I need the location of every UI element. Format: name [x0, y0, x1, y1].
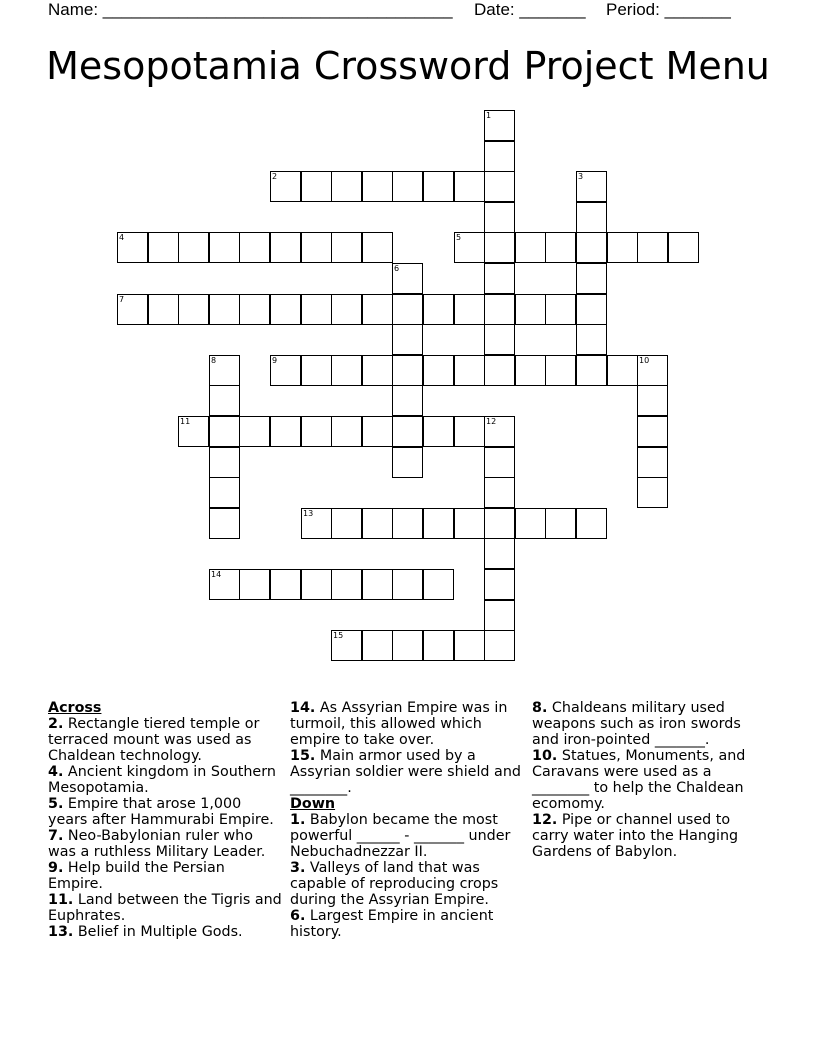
clue-down-6: [290, 908, 526, 940]
crossword-cell[interactable]: [331, 630, 362, 661]
clue-text: As Assyrian Empire was in turmoil, this allowed which empire to take over.: [290, 700, 508, 748]
crossword-cell[interactable]: [392, 416, 423, 447]
crossword-cell[interactable]: [239, 416, 270, 447]
crossword-cell[interactable]: [392, 171, 423, 202]
crossword-cell[interactable]: [117, 294, 148, 325]
clue-text: Empire that arose 1,000 years after Hammurabi Empire.: [48, 796, 274, 828]
crossword-cell[interactable]: [209, 416, 240, 447]
crossword-cell[interactable]: [484, 110, 515, 141]
crossword-cell[interactable]: [148, 232, 179, 263]
cell-number: 15: [333, 631, 344, 640]
name-field[interactable]: Name: _____________________________________: [48, 0, 453, 19]
cell-number: 11: [180, 417, 191, 426]
date-field[interactable]: Date: _______: [474, 0, 586, 19]
crossword-cell[interactable]: [484, 630, 515, 661]
crossword-cell[interactable]: [392, 324, 423, 355]
crossword-cell[interactable]: [270, 294, 301, 325]
crossword-cell[interactable]: [423, 569, 454, 600]
crossword-cell[interactable]: [301, 416, 332, 447]
crossword-cell[interactable]: [362, 355, 393, 386]
clue-across-9: [48, 860, 284, 892]
crossword-cell[interactable]: [178, 416, 209, 447]
clue-across-4: [48, 764, 284, 796]
crossword-cell[interactable]: [362, 416, 393, 447]
clue-across-7: [48, 828, 284, 860]
crossword-cell[interactable]: [331, 569, 362, 600]
crossword-cell[interactable]: [515, 355, 546, 386]
crossword-cell[interactable]: [607, 232, 638, 263]
clue-across-2: [48, 716, 284, 764]
clue-text: Chaldeans military used weapons such as iron swords and iron-pointed _______.: [532, 700, 741, 748]
crossword-cell[interactable]: [239, 232, 270, 263]
crossword-cell[interactable]: [576, 294, 607, 325]
clue-number: 7.: [48, 828, 64, 844]
crossword-cell[interactable]: [362, 569, 393, 600]
crossword-cell[interactable]: [117, 232, 148, 263]
clue-number: 10.: [532, 748, 558, 764]
crossword-cell[interactable]: [392, 385, 423, 416]
crossword-cell[interactable]: [484, 538, 515, 569]
crossword-cell[interactable]: [423, 294, 454, 325]
crossword-cell[interactable]: [637, 416, 668, 447]
crossword-cell[interactable]: [392, 294, 423, 325]
clue-down-1: [290, 812, 526, 860]
clue-number: 12.: [532, 812, 558, 828]
crossword-cell[interactable]: [576, 324, 607, 355]
crossword-cell[interactable]: [545, 508, 576, 539]
crossword-cell[interactable]: [423, 355, 454, 386]
crossword-cell[interactable]: [209, 447, 240, 478]
cell-number: 10: [639, 356, 650, 365]
period-field[interactable]: Period: _______: [606, 0, 731, 19]
crossword-cell[interactable]: [515, 508, 546, 539]
clue-text: Babylon became the most powerful ______ - _______ under Nebuchadnezzar II.: [290, 812, 511, 860]
crossword-cell[interactable]: [484, 202, 515, 233]
crossword-cell[interactable]: [392, 630, 423, 661]
clue-number: 13.: [48, 924, 74, 940]
crossword-cell[interactable]: [576, 508, 607, 539]
cell-number: 4: [119, 233, 125, 242]
crossword-cell[interactable]: [484, 600, 515, 631]
clue-across-5: [48, 796, 284, 828]
crossword-cell[interactable]: [148, 294, 179, 325]
crossword-cell[interactable]: [331, 508, 362, 539]
crossword-cell[interactable]: [270, 232, 301, 263]
crossword-cell[interactable]: [301, 171, 332, 202]
crossword-cell[interactable]: [362, 232, 393, 263]
crossword-cell[interactable]: [484, 447, 515, 478]
crossword-cell[interactable]: [362, 630, 393, 661]
crossword-cell[interactable]: [209, 508, 240, 539]
crossword-cell[interactable]: [423, 416, 454, 447]
clue-text: Valleys of land that was capable of reproducing crops during the Assyrian Empire.: [290, 860, 499, 908]
crossword-cell[interactable]: [239, 294, 270, 325]
crossword-cell[interactable]: [668, 232, 699, 263]
clue-number: 9.: [48, 860, 64, 876]
crossword-cell[interactable]: [484, 416, 515, 447]
crossword-cell[interactable]: [301, 232, 332, 263]
crossword-cell[interactable]: [301, 355, 332, 386]
cell-number: 8: [211, 356, 217, 365]
crossword-cell[interactable]: [545, 294, 576, 325]
crossword-cell[interactable]: [637, 477, 668, 508]
crossword-cell[interactable]: [454, 630, 485, 661]
crossword-cell[interactable]: [331, 232, 362, 263]
crossword-cell[interactable]: [423, 630, 454, 661]
clue-number: 5.: [48, 796, 64, 812]
crossword-cell[interactable]: [454, 355, 485, 386]
crossword-cell[interactable]: [270, 416, 301, 447]
clue-down-10: [532, 748, 768, 812]
crossword-cell[interactable]: [454, 294, 485, 325]
clue-across-14: [290, 700, 526, 748]
crossword-cell[interactable]: [454, 171, 485, 202]
clue-number: 15.: [290, 748, 316, 764]
crossword-cell[interactable]: [545, 355, 576, 386]
clue-text: Largest Empire in ancient history.: [290, 908, 494, 940]
crossword-cell[interactable]: [637, 447, 668, 478]
crossword-cell[interactable]: [484, 324, 515, 355]
crossword-cell[interactable]: [270, 355, 301, 386]
crossword-cell[interactable]: [515, 232, 546, 263]
crossword-cell[interactable]: [209, 232, 240, 263]
clue-number: 3.: [290, 860, 306, 876]
cell-number: 1: [486, 111, 492, 120]
clues-column-1: [48, 700, 284, 940]
crossword-cell[interactable]: [484, 141, 515, 172]
down-heading: Down: [290, 796, 336, 812]
crossword-cell[interactable]: [331, 171, 362, 202]
crossword-cell[interactable]: [178, 294, 209, 325]
crossword-cell[interactable]: [301, 508, 332, 539]
crossword-cell[interactable]: [484, 171, 515, 202]
clue-down-8: [532, 700, 768, 748]
clue-number: 14.: [290, 700, 316, 716]
page-title: Mesopotamia Crossword Project Menu: [46, 44, 770, 88]
crossword-cell[interactable]: [209, 569, 240, 600]
crossword-cell[interactable]: [392, 263, 423, 294]
crossword-cell[interactable]: [484, 263, 515, 294]
crossword-cell[interactable]: [515, 294, 546, 325]
crossword-cell[interactable]: [423, 171, 454, 202]
crossword-cell[interactable]: [576, 202, 607, 233]
clue-number: 2.: [48, 716, 64, 732]
across-heading: Across: [48, 700, 102, 716]
cell-number: 6: [394, 264, 400, 273]
crossword-cell[interactable]: [209, 385, 240, 416]
crossword-cell[interactable]: [209, 477, 240, 508]
clue-number: 11.: [48, 892, 74, 908]
clue-text: Help build the Persian Empire.: [48, 860, 225, 892]
clues-column-2: [290, 700, 526, 940]
crossword-cell[interactable]: [484, 294, 515, 325]
crossword-cell[interactable]: [209, 294, 240, 325]
crossword-cell[interactable]: [270, 171, 301, 202]
crossword-cell[interactable]: [454, 508, 485, 539]
crossword-cell[interactable]: [362, 508, 393, 539]
crossword-cell[interactable]: [362, 171, 393, 202]
clue-number: 1.: [290, 812, 306, 828]
crossword-cell[interactable]: [239, 569, 270, 600]
crossword-cell[interactable]: [331, 294, 362, 325]
clue-text: Rectangle tiered temple or terraced mount was used as Chaldean technology.: [48, 716, 260, 764]
clue-text: Pipe or channel used to carry water into the Hanging Gardens of Babylon.: [532, 812, 739, 860]
clue-number: 6.: [290, 908, 306, 924]
crossword-cell[interactable]: [484, 232, 515, 263]
crossword-cell[interactable]: [637, 355, 668, 386]
crossword-cell[interactable]: [331, 355, 362, 386]
crossword-cell[interactable]: [484, 355, 515, 386]
crossword-cell[interactable]: [454, 416, 485, 447]
cell-number: 3: [578, 172, 584, 181]
crossword-cell[interactable]: [270, 569, 301, 600]
clues-column-3: [532, 700, 768, 860]
clue-text: Neo-Babylonian ruler who was a ruthless Military Leader.: [48, 828, 266, 860]
clue-down-12: [532, 812, 768, 860]
cell-number: 13: [303, 509, 314, 518]
crossword-cell[interactable]: [484, 569, 515, 600]
cell-number: 9: [272, 356, 278, 365]
clue-text: Ancient kingdom in Southern Mesopotamia.: [48, 764, 276, 796]
clue-text: Statues, Monuments, and Caravans were used as a ________ to help the Chaldean ecomomy.: [532, 748, 746, 812]
crossword-cell[interactable]: [392, 355, 423, 386]
crossword-cell[interactable]: [484, 508, 515, 539]
clue-number: 8.: [532, 700, 548, 716]
crossword-cell[interactable]: [178, 232, 209, 263]
crossword-cell[interactable]: [637, 232, 668, 263]
cell-number: 5: [456, 233, 462, 242]
crossword-cell[interactable]: [392, 569, 423, 600]
clue-across-15: [290, 748, 526, 796]
crossword-cell[interactable]: [392, 447, 423, 478]
crossword-cell[interactable]: [576, 232, 607, 263]
crossword-cell[interactable]: [209, 355, 240, 386]
crossword-cell[interactable]: [607, 355, 638, 386]
crossword-cell[interactable]: [454, 232, 485, 263]
cell-number: 7: [119, 295, 125, 304]
crossword-cell[interactable]: [484, 477, 515, 508]
cell-number: 12: [486, 417, 497, 426]
crossword-cell[interactable]: [362, 294, 393, 325]
clue-across-13: [48, 924, 284, 940]
crossword-cell[interactable]: [301, 569, 332, 600]
crossword-cell[interactable]: [301, 294, 332, 325]
crossword-cell[interactable]: [576, 263, 607, 294]
crossword-cell[interactable]: [331, 416, 362, 447]
clue-text: Main armor used by a Assyrian soldier were shield and ________.: [290, 748, 521, 796]
clue-across-11: [48, 892, 284, 924]
clue-number: 4.: [48, 764, 64, 780]
crossword-cell[interactable]: [637, 385, 668, 416]
crossword-cell[interactable]: [576, 171, 607, 202]
crossword-cell[interactable]: [423, 508, 454, 539]
clue-text: Belief in Multiple Gods.: [73, 924, 243, 940]
clue-down-3: [290, 860, 526, 908]
crossword-cell[interactable]: [392, 508, 423, 539]
crossword-cell[interactable]: [576, 355, 607, 386]
cell-number: 14: [211, 570, 222, 579]
crossword-cell[interactable]: [545, 232, 576, 263]
cell-number: 2: [272, 172, 278, 181]
clue-text: Land between the Tigris and Euphrates.: [48, 892, 282, 924]
